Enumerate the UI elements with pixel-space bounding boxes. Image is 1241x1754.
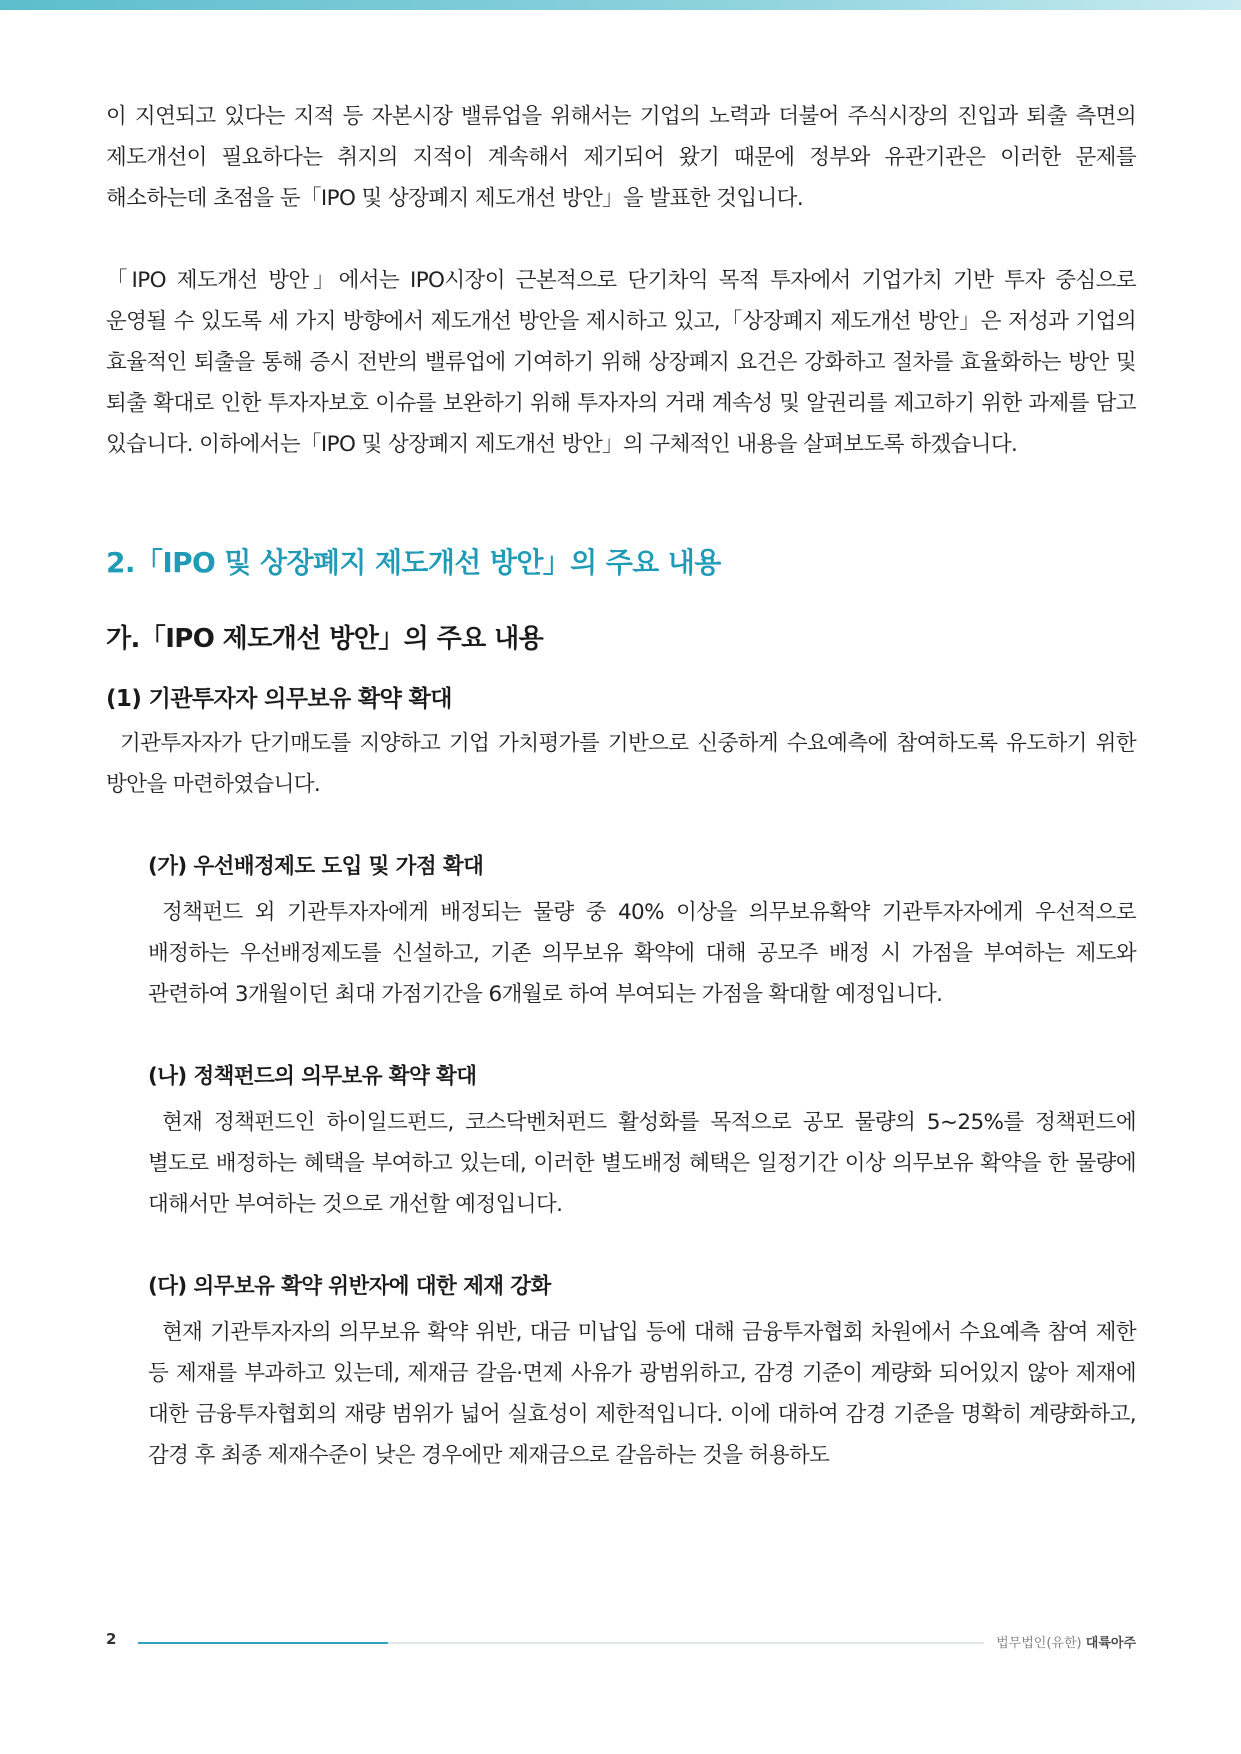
footer-divider [138, 1642, 984, 1644]
heading-1-lockup-expansion: (1) 기관투자자 의무보유 확약 확대 [106, 686, 452, 712]
paragraph-priority-allocation: 정책펀드 외 기관투자자에게 배정되는 물량 중 40% 이상을 의무보유확약 기관투자자에게 우선적으로 배정하는 우선배정제도를 신설하고, 기존 의무보유 확약에 대해 공모주 배정 시 가점을 부여하는 제도와 관련하여 3개월이던 최대 가점기간을 6개월로 하여 부여되는 가점을 확대할 예정입니다. [148, 900, 1136, 1007]
document-body [106, 96, 1136, 1476]
paragraph-sanctions: 현재 기관투자자의 의무보유 확약 위반, 대금 미납입 등에 대해 금융투자협회 차원에서 수요예측 참여 제한 등 제재를 부과하고 있는데, 제재금 갈음·면제 사유가 광범위하고, 감경 기준이 계량화 되어있지 않아 제재에 대한 금융투자협회의 재량 범위가 넓어 실효성이 제한적입니다. 이에 대하여 감경 기준을 명확히 계량화하고, 감경 후 최종 제재수준이 낮은 경우에만 제재금으로 갈음하는 것을 허용하도 [148, 1320, 1136, 1468]
section-2-title: 2.「IPO 및 상장폐지 제도개선 방안」의 주요 내용 [106, 546, 721, 579]
firm-brand: 대륙아주 [1085, 1636, 1136, 1651]
firm-name [996, 1632, 1136, 1651]
page-number: 2 [106, 1630, 117, 1648]
paragraph-policy-fund: 현재 정책펀드인 하이일드펀드, 코스닥벤처펀드 활성화를 목적으로 공모 물량의 5~25%를 정책펀드에 별도로 배정하는 혜택을 부여하고 있는데, 이러한 별도배정 혜택은 일정기간 이상 의무보유 확약을 한 물량에 대해서만 부여하는 것으로 개선할 예정입니다. [148, 1110, 1136, 1217]
firm-prefix: 법무법인(유한) [996, 1636, 1082, 1651]
page-footer [106, 1630, 1136, 1654]
subsection-ga-title: 가.「IPO 제도개선 방안」의 주요 내용 [106, 624, 544, 654]
footer-divider-accent [138, 1642, 388, 1644]
sub-block-ga [106, 849, 1136, 1476]
top-accent-bar [0, 0, 1241, 10]
paragraph-lockup-intro: 기관투자자가 단기매도를 지양하고 기업 가치평가를 기반으로 신중하게 수요예측에 참여하도록 유도하기 위한 방안을 마련하였습니다. [106, 731, 1136, 797]
heading-da-sanctions: (다) 의무보유 확약 위반자에 대한 제재 강화 [148, 1274, 551, 1299]
heading-ga-priority-allocation: (가) 우선배정제도 도입 및 가점 확대 [148, 854, 484, 879]
paragraph-intro-continued: 이 지연되고 있다는 지적 등 자본시장 밸류업을 위해서는 기업의 노력과 더불어 주식시장의 진입과 퇴출 측면의 제도개선이 필요하다는 취지의 지적이 계속해서 제기되어 왔기 때문에 정부와 유관기관은 이러한 문제를 해소하는데 초점을 둔「IPO 및 상장폐지 제도개선 방안」을 발표한 것입니다. [106, 104, 1136, 211]
heading-na-policy-fund: (나) 정책펀드의 의무보유 확약 확대 [148, 1064, 477, 1089]
paragraph-ipo-overview: 「IPO 제도개선 방안」에서는 IPO시장이 근본적으로 단기차익 목적 투자에서 기업가치 기반 투자 중심으로 운영될 수 있도록 세 가지 방향에서 제도개선 방안을 제시하고 있고,「상장폐지 제도개선 방안」은 저성과 기업의 효율적인 퇴출을 통해 증시 전반의 밸류업에 기여하기 위해 상장폐지 요건은 강화하고 절차를 효율화하는 방안 및 퇴출 확대로 인한 투자자보호 이슈를 보완하기 위해 투자자의 거래 계속성 및 알권리를 제고하기 위한 과제를 담고 있습니다. 이하에서는「IPO 및 상장폐지 제도개선 방안」의 구체적인 내용을 살펴보도록 하겠습니다. [106, 268, 1136, 457]
